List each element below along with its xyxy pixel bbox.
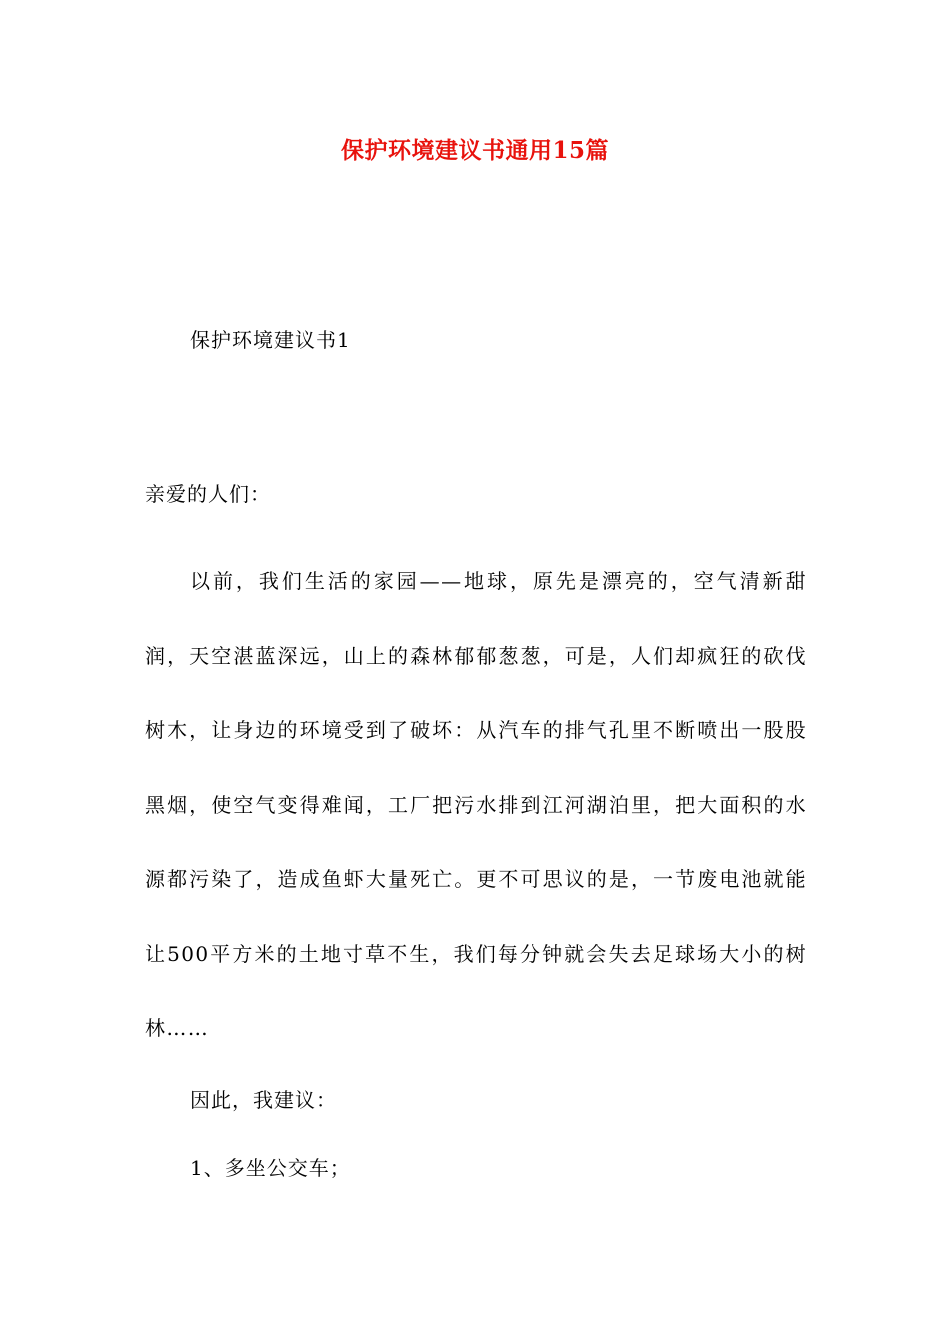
suggestion-item-1: 1、多坐公交车； — [190, 1156, 351, 1180]
document-title: 保护环境建议书通用15篇 — [340, 137, 609, 164]
body-paragraph: 以前，我们生活的家园——地球，原先是漂亮的，空气清新甜润，天空湛蓝深远，山上的森林郁郁葱葱，可是，人们却疯狂的砍伐树木，让身边的环境受到了破坏：从汽车的排气孔里不断喷出一股股黑烟，使空气变得难闻，工厂把污水排到江河湖泊里，把大面积的水源都污染了，造成鱼虾大量死亡。更不可思议的是，一节废电池就能让500平方米的土地寸草不生，我们每分钟就会失去足球场大小的树林…… — [145, 569, 807, 1040]
suggestion-intro: 因此，我建议： — [190, 1088, 337, 1112]
section-heading: 保护环境建议书1 — [190, 328, 351, 352]
salutation: 亲爱的人们： — [145, 482, 271, 506]
